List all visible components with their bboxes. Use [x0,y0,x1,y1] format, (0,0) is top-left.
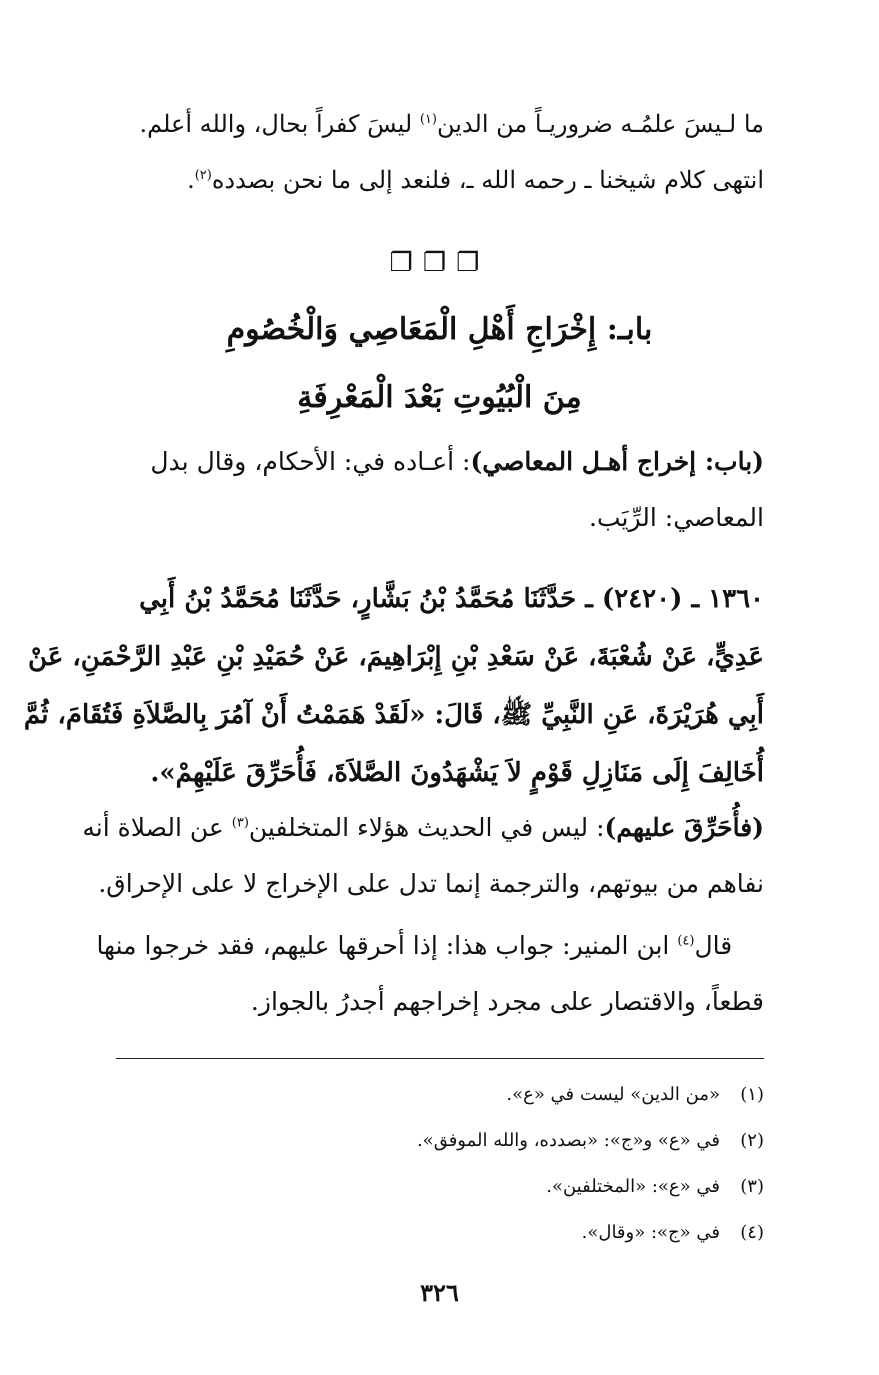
intro-line [64,152,764,208]
commentary-lead: (فأُحَرِّقَ عليهم) [604,813,764,842]
hadith-line: أَبِي هُرَيْرَةَ، عَنِ النَّبِيِّ ﷺ، قَالَ: «لَقَدْ هَمَمْتُ أَنْ آمُرَ بِالصَّلاَةِ فَتُقَامَ، ثُمَّ [23,700,764,730]
intro-text: انتهى كلام شيخنا ـ رحمه الله ـ، فلنعد إلى ما نحن بصدده [211,166,764,194]
commentary-line [54,800,764,856]
footnote-number: (١) [740,1084,764,1105]
footnote [417,1072,764,1118]
hadith-line: أُخَالِفَ إِلَى مَنَازِلِ قَوْمٍ لاَ يَشْهَدُونَ الصَّلاَةَ، فَأُحَرِّقَ عَلَيْهِمْ». [150,758,764,788]
footnote-number: (٣) [740,1176,764,1197]
footnote [417,1164,764,1210]
intro-text: . [187,166,195,194]
footnote-text: في «ع»: «المختلفين». [546,1176,720,1197]
intro-text: ما لـيسَ علمُـه ضروريـاً من الدين [436,110,764,138]
footnote-text: في «ج»: «وقال». [581,1222,720,1243]
chapter-title-line-1: بابـ: إِخْرَاجِ أَهْلِ الْمَعَاصِي وَالْخُصُومِ [226,312,653,347]
commentary-paragraph [54,434,764,546]
commentary-text: قال [694,931,733,960]
commentary-line [54,918,764,974]
footnote-number: (٤) [740,1222,764,1243]
footnote-ref: (٣) [231,815,249,831]
commentary-line: المعاصي: الرِّيَب. [589,503,764,532]
footnote [417,1118,764,1164]
footnote-number: (٢) [740,1130,764,1151]
hadith-line: ١٣٦٠ ـ (٢٤٢٠) ـ حَدَّثَنَا مُحَمَّدُ بْنُ بَشَّارٍ، حَدَّثَنَا مُحَمَّدُ بْنُ أَبِي [139,584,764,614]
hadith-line: عَدِيٍّ، عَنْ شُعْبَةَ، عَنْ سَعْدِ بْنِ إِبْرَاهِيمَ، عَنْ حُمَيْدِ بْنِ عَبْدِ الرَّحْمَنِ، عَنْ [28,642,764,672]
commentary-text: عن الصلاة أنه [82,813,232,842]
commentary-line [54,434,764,490]
footnote [417,1210,764,1256]
commentary-paragraph [54,800,764,912]
section-divider-ornament: ❐❐❐ [389,248,490,278]
footnotes [417,1072,764,1256]
commentary-text: : ليس في الحديث هؤلاء المتخلفين [248,813,605,842]
intro-line [64,96,764,152]
chapter-title-line-2: مِنَ الْبُيُوتِ بَعْدَ الْمَعْرِفَةِ [297,380,582,415]
commentary-line: قطعاً، والاقتصار على مجرد إخراجهم أجدرُ بالجواز. [250,987,764,1016]
intro-text: ليسَ كفراً بحال، والله أعلم. [139,110,420,138]
footnote-ref: (١) [419,112,437,127]
intro-paragraph [64,96,764,208]
page-number: ٣٢٦ [420,1278,459,1307]
commentary-text: ابن المنير: جواب هذا: إذا أحرقها عليهم، فقد خرجوا منها [96,931,678,960]
commentary-text: : أعـاده في: الأحكام، وقال بدل [150,447,471,476]
commentary-line: نفاهم من بيوتهم، والترجمة إنما تدل على الإخراج لا على الإحراق. [98,869,764,898]
footnote-separator [116,1058,764,1059]
footnote-text: «من الدين» ليست في «ع». [506,1084,720,1105]
footnote-ref: (٢) [194,168,212,183]
commentary-lead: (باب: إخراج أهـل المعاصي) [470,447,764,476]
footnote-text: في «ع» و«ج»: «بصدده، والله الموفق». [416,1130,720,1151]
commentary-paragraph [54,918,764,1030]
hadith-text [23,570,764,802]
footnote-ref: (٤) [677,933,695,949]
